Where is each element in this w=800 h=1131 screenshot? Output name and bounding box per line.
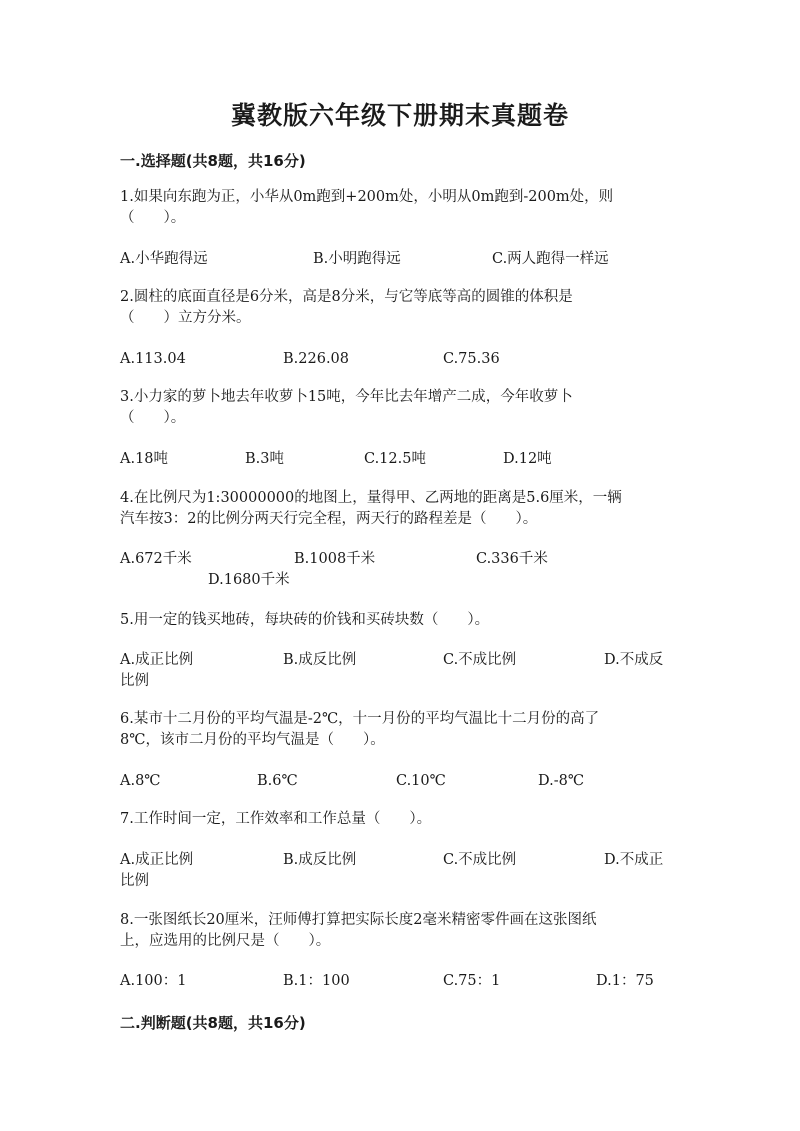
question-3-stem-line2: （ ）。 bbox=[120, 410, 186, 426]
question-6-option-c: C.10℃ bbox=[396, 773, 446, 789]
question-8-option-a: A.100：1 bbox=[120, 973, 187, 989]
question-3-option-a: A.18吨 bbox=[120, 451, 169, 467]
question-5-stem-line1: 5.用一定的钱买地砖，每块砖的价钱和买砖块数（ ）。 bbox=[120, 612, 490, 628]
question-3 bbox=[120, 387, 680, 429]
question-7-option-a: A.成正比例 bbox=[120, 852, 194, 868]
question-3-option-d: D.12吨 bbox=[503, 451, 552, 467]
question-4-option-a: A.672千米 bbox=[120, 551, 192, 567]
question-1-option-c: C.两人跑得一样远 bbox=[492, 251, 609, 267]
question-7-option-d: D.不成正 bbox=[604, 852, 664, 868]
question-2-stem-line1: 2.圆柱的底面直径是6分米，高是8分米，与它等底等高的圆锥的体积是 bbox=[120, 289, 573, 305]
question-4-option-b: B.1008千米 bbox=[294, 551, 376, 567]
section-heading-true-false: 二.判断题(共8题，共16分) bbox=[120, 1014, 306, 1032]
section-heading-multiple-choice: 一.选择题(共8题，共16分) bbox=[120, 152, 306, 170]
question-1 bbox=[120, 187, 680, 229]
question-6-stem-line1: 6.某市十二月份的平均气温是-2℃，十一月份的平均气温比十二月份的高了 bbox=[120, 711, 600, 727]
question-6-option-b: B.6℃ bbox=[257, 773, 298, 789]
question-8-stem-line1: 8.一张图纸长20厘米，汪师傅打算把实际长度2毫米精密零件画在这张图纸 bbox=[120, 912, 597, 928]
exam-title: 冀教版六年级下册期末真题卷 bbox=[230, 101, 569, 130]
question-2 bbox=[120, 287, 680, 329]
question-8-option-c: C.75：1 bbox=[443, 973, 501, 989]
question-6-stem-line2: 8℃，该市二月份的平均气温是（ ）。 bbox=[120, 732, 385, 748]
question-4 bbox=[120, 488, 680, 530]
question-8 bbox=[120, 910, 680, 952]
question-5 bbox=[120, 610, 680, 631]
question-7-option-d-wrap: 比例 bbox=[120, 873, 149, 889]
question-8-stem-line2: 上，应选用的比例尺是（ ）。 bbox=[120, 933, 331, 949]
question-3-option-c: C.12.5吨 bbox=[364, 451, 426, 467]
question-3-stem-line1: 3.小力家的萝卜地去年收萝卜15吨，今年比去年增产二成，今年收萝卜 bbox=[120, 389, 573, 405]
question-2-option-b: B.226.08 bbox=[283, 351, 350, 367]
question-4-option-d: D.1680千米 bbox=[208, 572, 290, 588]
question-7-option-b: B.成反比例 bbox=[283, 852, 357, 868]
question-2-option-c: C.75.36 bbox=[443, 351, 500, 367]
question-2-stem-line2: （ ）立方分米。 bbox=[120, 310, 251, 326]
question-1-option-a: A.小华跑得远 bbox=[120, 251, 208, 267]
question-1-stem-line1: 1.如果向东跑为正，小华从0m跑到+200m处，小明从0m跑到-200m处，则 bbox=[120, 189, 614, 205]
question-1-stem-line2: （ ）。 bbox=[120, 210, 186, 226]
question-8-option-d: D.1：75 bbox=[596, 973, 654, 989]
question-8-option-b: B.1：100 bbox=[283, 973, 350, 989]
question-5-option-b: B.成反比例 bbox=[283, 652, 357, 668]
question-5-option-d: D.不成反 bbox=[604, 652, 664, 668]
question-3-option-b: B.3吨 bbox=[245, 451, 284, 467]
question-7 bbox=[120, 809, 680, 830]
question-7-option-c: C.不成比例 bbox=[443, 852, 517, 868]
question-4-option-c: C.336千米 bbox=[476, 551, 548, 567]
question-4-stem-line1: 4.在比例尺为1:30000000的地图上，量得甲、乙两地的距离是5.6厘米，一辆 bbox=[120, 490, 622, 506]
question-5-option-d-wrap: 比例 bbox=[120, 673, 149, 689]
question-5-option-a: A.成正比例 bbox=[120, 652, 194, 668]
question-6 bbox=[120, 709, 680, 751]
question-6-option-a: A.8℃ bbox=[120, 773, 161, 789]
question-7-stem-line1: 7.工作时间一定，工作效率和工作总量（ ）。 bbox=[120, 811, 432, 827]
question-5-option-c: C.不成比例 bbox=[443, 652, 517, 668]
question-1-option-b: B.小明跑得远 bbox=[313, 251, 401, 267]
question-2-option-a: A.113.04 bbox=[120, 351, 186, 367]
question-6-option-d: D.-8℃ bbox=[538, 773, 585, 789]
question-4-stem-line2: 汽车按3：2的比例分两天行完全程，两天行的路程差是（ ）。 bbox=[120, 511, 538, 527]
